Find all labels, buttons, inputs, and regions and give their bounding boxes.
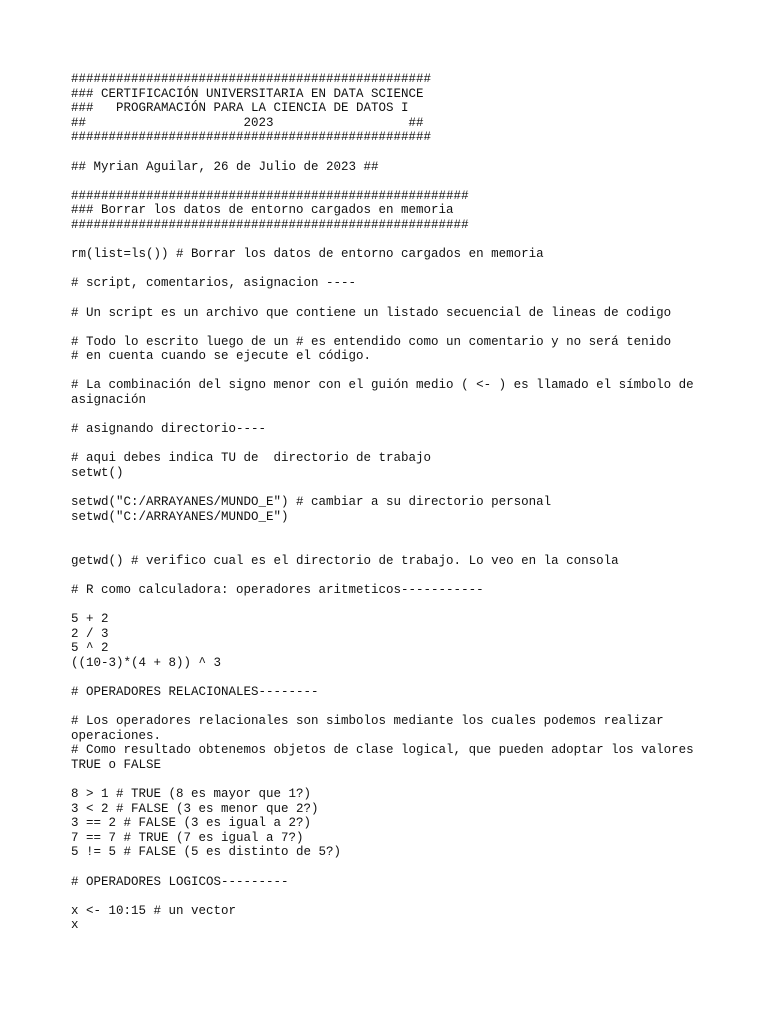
blank-line [71, 437, 711, 452]
author-line: ## Myrian Aguilar, 26 de Julio de 2023 ## [71, 159, 379, 174]
code-line: x [71, 918, 79, 933]
comment-line: # Todo lo escrito luego de un # es entendido como un comentario y no será tenido [71, 334, 672, 349]
code-line: rm(list=ls()) # Borrar los datos de entorno cargados en memoria [71, 247, 544, 262]
blank-line [71, 539, 711, 554]
code-line: setwt() [71, 466, 124, 481]
comment-line: # en cuenta cuando se ejecute el código. [71, 349, 372, 364]
comment-line: # Como resultado obtenemos objetos de clase logical, que pueden adoptar los valores TRUE o FALSE [71, 743, 702, 772]
comment-line: # script, comentarios, asignacion ---- [71, 276, 357, 291]
comment-line: # asignando directorio---- [71, 422, 267, 437]
header-subtitle: ### PROGRAMACIÓN PARA LA CIENCIA DE DATOS I [71, 101, 409, 116]
comment-line: # Un script es un archivo que contiene un listado secuencial de lineas de codigo [71, 305, 672, 320]
code-line: 5 ^ 2 [71, 641, 109, 656]
blank-line [71, 233, 711, 248]
comment-line: # OPERADORES RELACIONALES-------- [71, 684, 319, 699]
comment-line: # aqui debes indica TU de directorio de trabajo [71, 451, 432, 466]
comment-line: # OPERADORES LOGICOS--------- [71, 874, 289, 889]
code-line: getwd() # verifico cual es el directorio de trabajo. Lo veo en la consola [71, 553, 619, 568]
header-border-bottom: ################################################ [71, 130, 432, 145]
section-border-top: ##################################################### [71, 188, 469, 203]
code-line: 2 / 3 [71, 626, 109, 641]
blank-line [71, 408, 711, 423]
blank-line [71, 773, 711, 788]
header-border-top: ################################################ [71, 72, 432, 86]
code-line: setwd("C:/ARRAYANES/MUNDO_E") # cambiar a su directorio personal [71, 495, 552, 510]
blank-line [71, 481, 711, 496]
blank-line [71, 568, 711, 583]
code-line: ((10-3)*(4 + 8)) ^ 3 [71, 655, 222, 670]
header-year: ## 2023 ## [71, 115, 424, 130]
blank-line [71, 889, 711, 904]
blank-line [71, 262, 711, 277]
code-line: 7 == 7 # TRUE (7 es igual a 7?) [71, 830, 304, 845]
code-line: 5 != 5 # FALSE (5 es distinto de 5?) [71, 845, 342, 860]
blank-line [71, 145, 711, 160]
code-line: setwd("C:/ARRAYANES/MUNDO_E") [71, 509, 289, 524]
blank-line [71, 700, 711, 715]
blank-line [71, 320, 711, 335]
code-line: 3 < 2 # FALSE (3 es menor que 2?) [71, 801, 319, 816]
blank-line [71, 597, 711, 612]
blank-line [71, 524, 711, 539]
section-border-bottom: ##################################################### [71, 217, 469, 232]
code-line: 3 == 2 # FALSE (3 es igual a 2?) [71, 816, 312, 831]
blank-line [71, 670, 711, 685]
comment-line: # Los operadores relacionales son simbolos mediante los cuales podemos realizar operaciones. [71, 714, 672, 743]
blank-line [71, 174, 711, 189]
code-line: 8 > 1 # TRUE (8 es mayor que 1?) [71, 787, 312, 802]
document-page [71, 72, 711, 933]
blank-line [71, 291, 711, 306]
code-line: 5 + 2 [71, 611, 109, 626]
code-line: x <- 10:15 # un vector [71, 903, 237, 918]
header-title: ### CERTIFICACIÓN UNIVERSITARIA EN DATA SCIENCE [71, 86, 424, 101]
section-title: ### Borrar los datos de entorno cargados en memoria [71, 203, 454, 218]
blank-line [71, 860, 711, 875]
comment-line: # R como calculadora: operadores aritmeticos----------- [71, 582, 484, 597]
comment-line: # La combinación del signo menor con el guión medio ( <- ) es llamado el símbolo de asignación [71, 378, 702, 408]
blank-line [71, 364, 711, 379]
